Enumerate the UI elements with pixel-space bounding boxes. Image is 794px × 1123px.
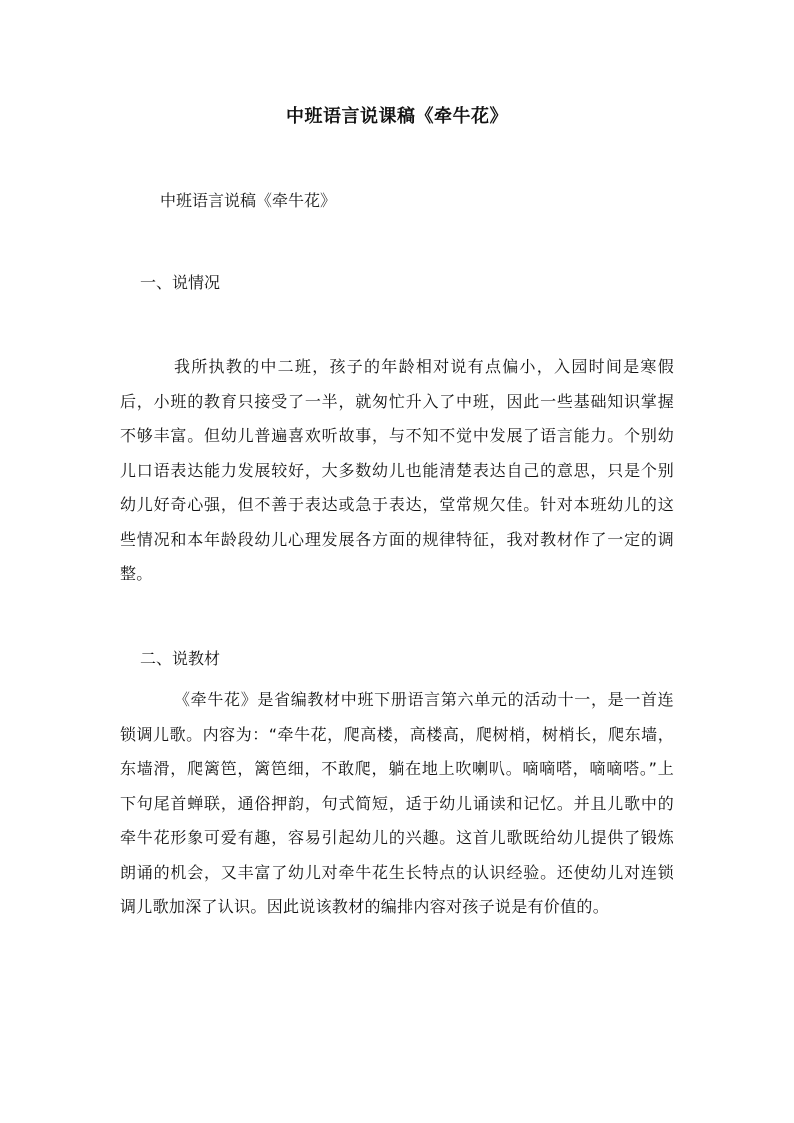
document-title: 中班语言说课稿《牵牛花》 [286,106,508,127]
document-subtitle: 中班语言说稿《牵牛花》 [160,191,337,210]
section-body-material: 《牵牛花》是省编教材中班下册语言第六单元的活动十一，是一首连锁调儿歌。内容为：“牵牛花，爬高楼，高楼高，爬树梢，树梢长，爬东墙，东墙滑，爬篱笆，篱笆细，不敢爬，躺在地上吹喇叭。嘀嘀嗒，嘀嘀嗒。”上下句尾首蝉联，通俗押韵，句式简短，适于幼儿诵读和记忆。并且儿歌中的牵牛花形象可爱有趣，容易引起幼儿的兴趣。这首儿歌既给幼儿提供了锻炼朗诵的机会，又丰富了幼儿对牵牛花生长特点的认识经验。还使幼儿对连锁调儿歌加深了认识。因此说该教材的编排内容对孩子说是有价值的。 [120,690,674,916]
section-heading-situation: 一、说情况 [140,273,221,292]
section-heading-material: 二、说教材 [140,649,221,668]
section-body-situation: 我所执教的中二班，孩子的年龄相对说有点偏小，入园时间是寒假后，小班的教育只接受了一半，就匆忙升入了中班，因此一些基础知识掌握不够丰富。但幼儿普遍喜欢听故事，与不知不觉中发展了语言能力。个别幼儿口语表达能力发展较好，大多数幼儿也能清楚表达自己的意思，只是个别幼儿好奇心强，但不善于表达或急于表达，堂常规欠佳。针对本班幼儿的这些情况和本年龄段幼儿心理发展各方面的规律特征，我对教材作了一定的调整。 [120,357,674,583]
